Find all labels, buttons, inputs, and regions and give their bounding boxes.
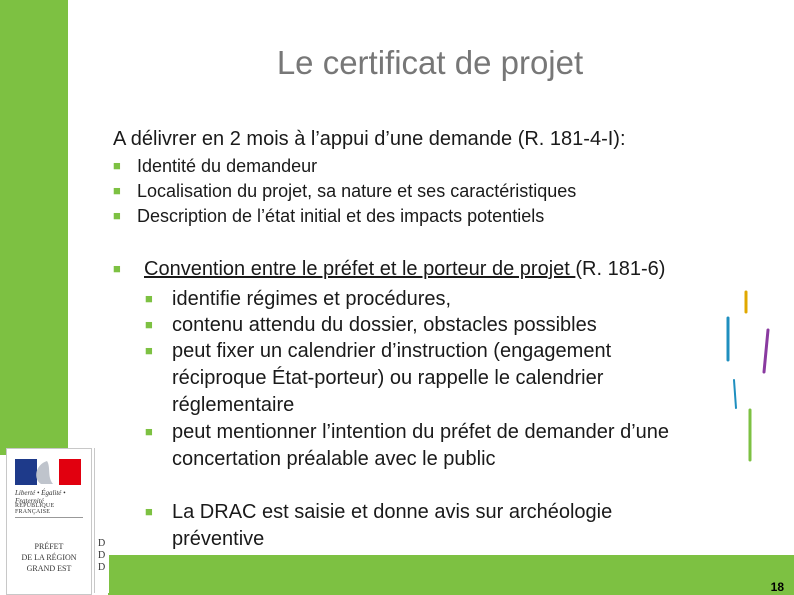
bullet-square-icon: ■: [113, 208, 121, 223]
bullet-square-icon: ■: [113, 183, 121, 198]
logo-divider: [15, 517, 83, 518]
bullet-square-icon: ■: [145, 343, 153, 358]
convention-heading: ■ Convention entre le préfet et le porteur de projet (R. 181-6): [113, 258, 666, 280]
slide-title: Le certificat de projet: [276, 44, 584, 81]
bullet-item: ■ Description de l’état initial et des impacts potentiels: [113, 206, 545, 226]
convention-item: ■ identifie régimes et procédures,: [145, 285, 451, 313]
bullet-square-icon: ■: [145, 504, 153, 519]
bullet-square-icon: ■: [145, 317, 153, 332]
page-number: 18: [770, 580, 784, 594]
logo-motto: Liberté • Égalité • Fraternité: [15, 489, 66, 505]
logo-republique: RÉPUBLIQUE FRANÇAISE: [15, 503, 55, 515]
bullet-square-icon: ■: [145, 424, 153, 439]
convention-item: ■ peut fixer un calendrier d’instruction (engagement réciproque État-porteur) ou rappelle le calendrier réglementaire: [145, 337, 611, 419]
intro-text: A délivrer en 2 mois à l’appui d’une demande (R. 181-4-I):: [113, 128, 626, 150]
prefet-logo: [6, 448, 92, 595]
bullet-square-icon: ■: [145, 291, 153, 306]
bullet-square-icon: ■: [113, 158, 121, 173]
decorative-stripes-graphic: [720, 290, 780, 480]
logo-prefet-text: PRÉFET DE LA RÉGION GRAND EST: [21, 542, 77, 573]
convention-item: ■ peut mentionner l’intention du préfet de demander d’une concertation préalable avec le public: [145, 418, 669, 473]
left-green-band: [0, 0, 68, 455]
convention-item: ■ contenu attendu du dossier, obstacles possibles: [145, 311, 597, 339]
logo-side-panel: D D D: [94, 448, 109, 593]
drac-item: ■ La DRAC est saisie et donne avis sur archéologie préventive: [145, 498, 612, 553]
bottom-green-band: [108, 555, 794, 595]
bullet-square-icon: ■: [113, 261, 121, 276]
bullet-item: ■ Identité du demandeur: [113, 156, 318, 176]
bullet-item: ■ Localisation du projet, sa nature et ses caractéristiques: [113, 181, 577, 201]
